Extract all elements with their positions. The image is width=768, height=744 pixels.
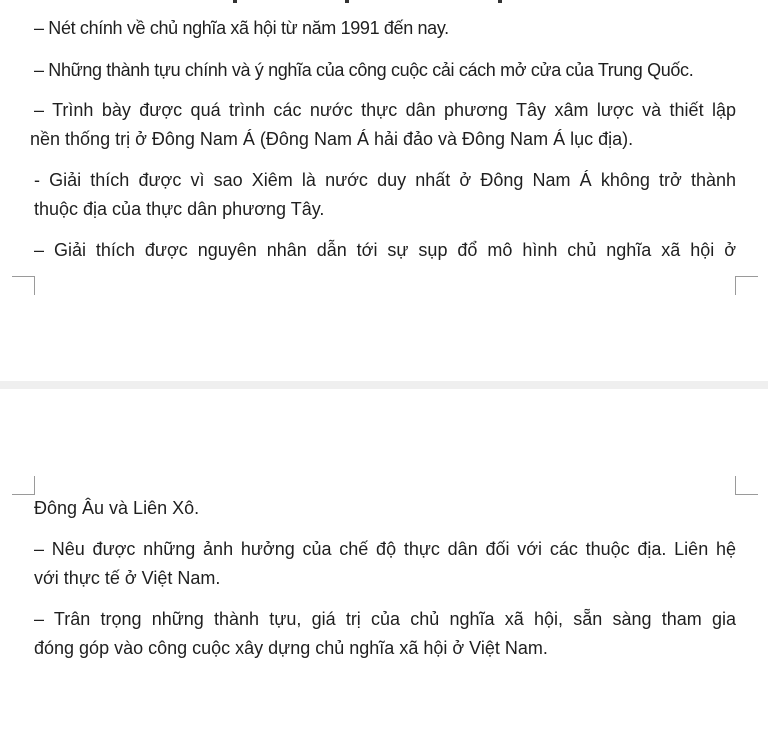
paragraph-line: nền thống trị ở Đông Nam Á (Đông Nam Á hải đảo và Đông Nam Á lục địa). bbox=[30, 129, 634, 149]
paragraph-item-3 bbox=[30, 96, 736, 154]
text-fragment bbox=[345, 0, 349, 3]
paragraph-line: - Giải thích được vì sao Xiêm là nước duy nhất ở Đông Nam Á không trở thành bbox=[34, 170, 736, 190]
paragraph-line: – Trình bày được quá trình các nước thực dân phương Tây xâm lược và thiết lập bbox=[34, 100, 736, 120]
page-margin-corner-top-right bbox=[735, 476, 758, 495]
paragraph-line: – Giải thích được nguyên nhân dẫn tới sự sụp đổ mô hình chủ nghĩa xã hội ở bbox=[34, 240, 736, 260]
document-page-2 bbox=[0, 389, 768, 744]
page-margin-corner-bottom-left bbox=[12, 276, 35, 295]
paragraph-item-1 bbox=[34, 14, 736, 43]
page-margin-corner-top-left bbox=[12, 476, 35, 495]
paragraph-line: đóng góp vào công cuộc xây dựng chủ nghĩa xã hội ở Việt Nam. bbox=[34, 638, 548, 658]
paragraph-item-7 bbox=[34, 535, 736, 593]
paragraph-item-4 bbox=[34, 166, 736, 224]
page-separator bbox=[0, 381, 768, 389]
paragraph-item-8 bbox=[34, 605, 736, 663]
paragraph-line: – Nét chính về chủ nghĩa xã hội từ năm 1991 đến nay. bbox=[34, 18, 449, 38]
page-margin-corner-bottom-right bbox=[735, 276, 758, 295]
paragraph-line: với thực tế ở Việt Nam. bbox=[34, 568, 221, 588]
paragraph-line: – Trân trọng những thành tựu, giá trị của chủ nghĩa xã hội, sẵn sàng tham gia bbox=[34, 609, 736, 629]
paragraph-item-5 bbox=[34, 236, 736, 265]
cropped-text-remnant bbox=[0, 0, 768, 6]
paragraph-line: Đông Âu và Liên Xô. bbox=[34, 498, 200, 518]
paragraph-line: – Nêu được những ảnh hưởng của chế độ thực dân đối với các thuộc địa. Liên hệ bbox=[34, 539, 736, 559]
paragraph-item-2 bbox=[34, 56, 736, 85]
paragraph-line: thuộc địa của thực dân phương Tây. bbox=[34, 199, 325, 219]
text-fragment bbox=[498, 0, 502, 3]
paragraph-line: – Những thành tựu chính và ý nghĩa của công cuộc cải cách mở cửa của Trung Quốc. bbox=[34, 60, 694, 80]
text-fragment bbox=[233, 0, 237, 3]
paragraph-item-6 bbox=[34, 494, 736, 523]
